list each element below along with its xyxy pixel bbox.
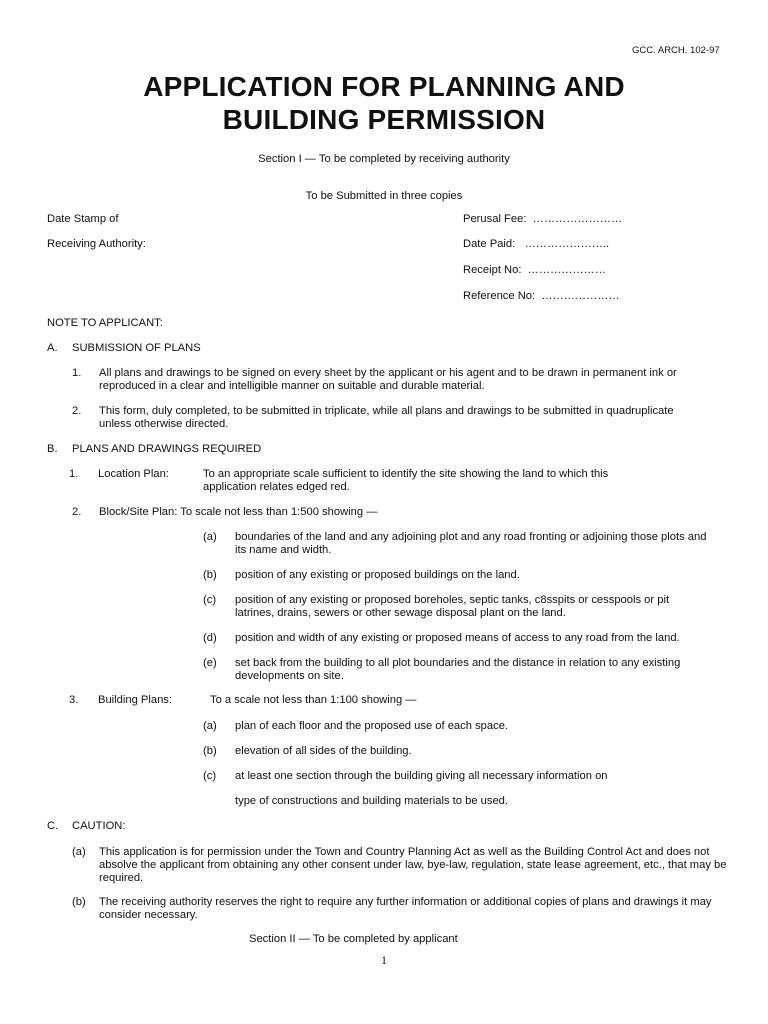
block-plan-item-a-text: boundaries of the land and any adjoining plot and any road fronting or adjoining those plots and its name and width.: [235, 531, 707, 556]
date-paid-label: Date Paid:: [463, 238, 516, 250]
receipt-no-label: Receipt No:: [463, 264, 522, 276]
section-c-letter: C.: [47, 820, 59, 832]
receiving-authority-label: Receiving Authority:: [47, 238, 146, 250]
block-plan-item-e-text: set back from the building to all plot boundaries and the distance in relation to any existing developments on site.: [235, 657, 681, 682]
building-plans-item-a-letter: (a): [203, 720, 217, 732]
building-plans-label: Building Plans:: [98, 694, 173, 706]
perusal-fee-label: Perusal Fee:: [463, 213, 527, 225]
date-paid-field: [463, 238, 609, 251]
block-plan-item-a-letter: (a): [203, 531, 217, 543]
block-plan-item-c-letter: (c): [203, 594, 217, 606]
building-plans-text: To a scale not less than 1:100 showing —: [210, 694, 417, 706]
building-plans-number: 3.: [69, 694, 79, 706]
caution-item-a-letter: (a): [72, 846, 86, 858]
block-plan-text: Block/Site Plan: To scale not less than 1:500 showing —: [99, 506, 378, 518]
reference-no-field: [463, 290, 620, 303]
document-reference: GCC. ARCH. 102-97: [632, 45, 720, 56]
location-plan-label: Location Plan:: [98, 468, 169, 480]
date-stamp-label: Date Stamp of: [47, 213, 119, 225]
building-plans-item-c-text: at least one section through the building giving all necessary information on: [235, 770, 608, 782]
block-plan-item-c-text: position of any existing or proposed boreholes, septic tanks, c8sspits or cesspools or pit latrines, drains, sewers or other sewage disposal plant on the land.: [235, 594, 670, 619]
block-plan-item-b-letter: (b): [203, 569, 217, 581]
perusal-fee-field: [463, 213, 622, 226]
building-plans-item-c-letter: (c): [203, 770, 217, 782]
section-b-letter: B.: [47, 443, 58, 455]
section-a-item-1-number: 1.: [72, 367, 82, 379]
building-plans-item-b-text: elevation of all sides of the building.: [235, 745, 412, 757]
title-line-1: APPLICATION FOR PLANNING AND: [143, 71, 625, 102]
block-plan-item-b-text: position of any existing or proposed buildings on the land.: [235, 569, 520, 581]
section-a-heading: SUBMISSION OF PLANS: [72, 342, 201, 354]
copies-note: To be Submitted in three copies: [305, 190, 463, 202]
section-a-item-1-text: All plans and drawings to be signed on every sheet by the applicant or his agent and to be drawn in permanent ink or reproduced in a clear and intelligible manner on suitable and durable material.: [99, 367, 677, 392]
section-a-letter: A.: [47, 342, 58, 354]
reference-no-label: Reference No:: [463, 290, 536, 302]
perusal-fee-value: ……………………: [532, 213, 623, 225]
section-a-item-2-text: This form, duly completed, to be submitted in triplicate, while all plans and drawings to be submitted in quadruplicate unless otherwise directed.: [99, 405, 674, 430]
building-plans-item-a-text: plan of each floor and the proposed use of each space.: [235, 720, 509, 732]
note-to-applicant-heading: NOTE TO APPLICANT:: [47, 317, 163, 329]
page-title: [0, 70, 768, 136]
section-b-heading: PLANS AND DRAWINGS REQUIRED: [72, 443, 262, 455]
reference-no-value: …………………: [541, 290, 620, 302]
building-plans-item-c-continuation: type of constructions and building materials to be used.: [235, 795, 509, 807]
section-c-heading: CAUTION:: [72, 820, 126, 832]
block-plan-item-e-letter: (e): [203, 657, 217, 669]
building-plans-item-b-letter: (b): [203, 745, 217, 757]
receipt-no-value: …………………: [527, 264, 606, 276]
block-plan-item-d-letter: (d): [203, 632, 217, 644]
location-plan-text: To an appropriate scale sufficient to identify the site showing the land to which this application relates edged red.: [203, 468, 609, 493]
caution-item-b-letter: (b): [72, 896, 86, 908]
section-a-item-2-number: 2.: [72, 405, 82, 417]
caution-item-b-text: The receiving authority reserves the right to require any further information or additional copies of plans and drawings it may consider necessary.: [99, 896, 712, 921]
caution-item-a-text: This application is for permission under the Town and Country Planning Act as well as the Building Control Act and does not absolve the applicant from obtaining any other consent under law, bye-law, regulation, state lease agreement, etc., that may be required.: [99, 846, 727, 884]
title-line-2: BUILDING PERMISSION: [222, 104, 546, 135]
location-plan-number: 1.: [69, 468, 79, 480]
section-1-heading: Section I — To be completed by receiving authority: [258, 153, 510, 165]
page-number: 1: [381, 953, 387, 967]
block-plan-item-d-text: position and width of any existing or proposed means of access to any road from the land.: [235, 632, 680, 644]
block-plan-number: 2.: [72, 506, 82, 518]
receipt-no-field: [463, 264, 606, 277]
date-paid-value: …………………..: [524, 238, 610, 250]
section-2-heading: Section II — To be completed by applicant: [249, 933, 458, 945]
